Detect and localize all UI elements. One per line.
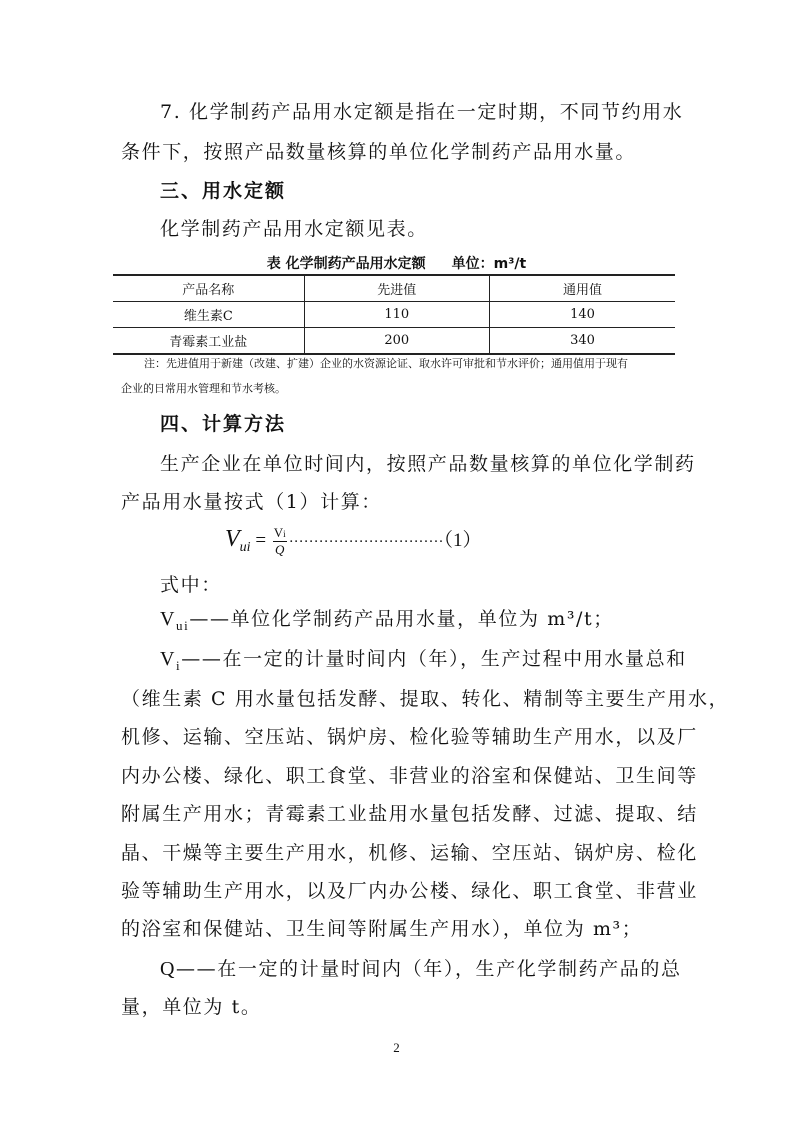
water-quota-table xyxy=(113,274,675,355)
formula-lhs-subscript: ui xyxy=(239,540,251,555)
table-caption-title: 表 化学制药产品用水定额 xyxy=(266,256,426,272)
table-caption xyxy=(0,253,793,273)
formula-fraction xyxy=(273,525,287,558)
formula-lhs: V xyxy=(225,526,240,552)
formula-leader-dots: ······························· xyxy=(288,534,444,550)
section-4-heading: 四、计算方法 xyxy=(160,413,287,435)
table-cell: 青霉素工业盐 xyxy=(113,328,304,355)
table-cell: 200 xyxy=(304,328,489,355)
header-general-value: 通用值 xyxy=(490,275,675,302)
page-number: 2 xyxy=(393,1040,400,1055)
section-4-line-1: 生产企业在单位时间内，按照产品数量核算的单位化学制药 xyxy=(160,453,696,475)
table-row xyxy=(113,302,675,328)
vui-symbol: $V_{ui}$ xyxy=(160,608,190,633)
table-intro: 化学制药产品用水定额见表。 xyxy=(160,218,428,240)
header-product-name: 产品名称 xyxy=(113,275,304,302)
vi-definition-line-4: 内办公楼、绿化、职工食堂、非营业的浴室和保健站、卫生间等 xyxy=(121,765,698,787)
table-cell: 维生素C xyxy=(113,302,304,328)
vi-definition-line-1: $V_i——$在一定的计量时间内（年），生产过程中用水量总和 xyxy=(160,648,687,673)
formula-denominator: Q xyxy=(275,542,285,558)
header-advanced-value: 先进值 xyxy=(304,275,489,302)
vi-definition-line-6: 晶、干燥等主要生产用水，机修、运输、空压站、锅炉房、检化 xyxy=(121,842,698,864)
section-4-line-2: 产品用水量按式（1）计算： xyxy=(121,491,382,513)
paragraph-7-line-2: 条件下，按照产品数量核算的单位化学制药产品用水量。 xyxy=(121,141,637,163)
table-caption-unit: 单位：m³/t xyxy=(451,256,527,272)
table-header-row xyxy=(113,275,675,302)
table-note-line-1: 注：先进值用于新建（改建、扩建）企业的水资源论证、取水许可审批和节水评价；通用值用于现有 xyxy=(144,357,628,370)
formula-equals: = xyxy=(255,530,267,551)
q-definition-line-2: 量，单位为 t。 xyxy=(121,996,262,1018)
vi-symbol: $V_i$ xyxy=(160,648,182,673)
vi-definition-line-5: 附属生产用水；青霉素工业盐用水量包括发酵、过滤、提取、结 xyxy=(121,803,698,825)
formula-equation-number: （1） xyxy=(443,530,482,551)
paragraph-7-line-1: 7. 化学制药产品用水定额是指在一定时期，不同节约用水 xyxy=(160,101,684,123)
where-label: 式中： xyxy=(160,574,222,596)
vi-definition-line-3: 机修、运输、空压站、锅炉房、检化验等辅助生产用水，以及厂 xyxy=(121,726,698,748)
table-note-line-2: 企业的日常用水管理和节水考核。 xyxy=(121,382,286,395)
table-cell: 140 xyxy=(490,302,675,328)
q-definition-line-1: Q——在一定的计量时间内（年），生产化学制药产品的总 xyxy=(160,958,682,980)
table-cell: 110 xyxy=(304,302,489,328)
formula-numerator: Vi xyxy=(273,525,286,541)
q-symbol: Q xyxy=(160,958,177,980)
vi-definition-line-2: （维生素 C 用水量包括发酵、提取、转化、精制等主要生产用水， xyxy=(121,688,730,710)
vi-definition-line-8: 的浴室和保健站、卫生间等附属生产用水），单位为 m³； xyxy=(121,918,643,940)
section-3-heading: 三、用水定额 xyxy=(160,180,287,202)
table-row xyxy=(113,328,675,355)
vui-definition: $V_{ui}——$单位化学制药产品用水量，单位为 m³/t； xyxy=(160,608,614,633)
table-cell: 340 xyxy=(490,328,675,355)
formula-1 xyxy=(225,525,482,565)
vi-definition-line-7: 验等辅助生产用水，以及厂内办公楼、绿化、职工食堂、非营业 xyxy=(121,880,698,902)
